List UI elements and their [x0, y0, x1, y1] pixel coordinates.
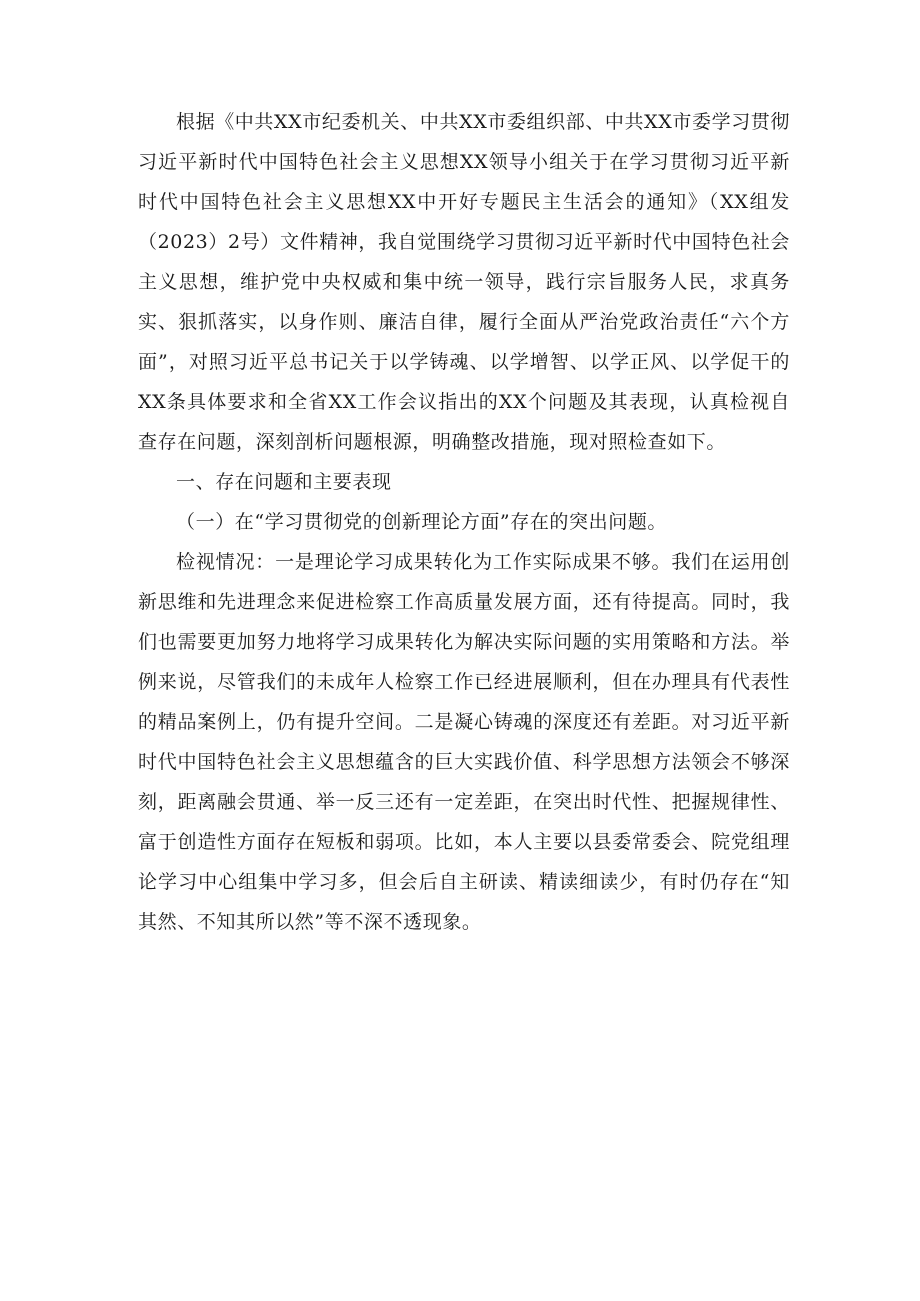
- document-body: [138, 102, 790, 942]
- intro-paragraph: 根据《中共XX市纪委机关、中共XX市委组织部、中共XX市委学习贯彻习近平新时代中国特色社会主义思想XX领导小组关于在学习贯彻习近平新时代中国特色社会主义思想XX中开好专题民主生活会的通知》（XX组发（2023）2号）文件精神，我自觉围绕学习贯彻习近平新时代中国特色社会主义思想，维护党中央权威和集中统一领导，践行宗旨服务人民，求真务实、狠抓落实，以身作则、廉洁自律，履行全面从严治党政治责任“六个方面”，对照习近平总书记关于以学铸魂、以学增智、以学正风、以学促干的XX条具体要求和全省XX工作会议指出的XX个问题及其表现，认真检视自查存在问题，深刻剖析问题根源，明确整改措施，现对照检查如下。: [138, 111, 790, 453]
- inspection-paragraph: 检视情况：一是理论学习成果转化为工作实际成果不够。我们在运用创新思维和先进理念来促进检察工作高质量发展方面，还有待提高。同时，我们也需要更加努力地将学习成果转化为解决实际问题的实用策略和方法。举例来说，尽管我们的未成年人检察工作已经进展顺利，但在办理具有代表性的精品案例上，仍有提升空间。二是凝心铸魂的深度还有差距。对习近平新时代中国特色社会主义思想蕴含的巨大实践价值、科学思想方法领会不够深刻，距离融会贯通、举一反三还有一定差距，在突出时代性、把握规律性、富于创造性方面存在短板和弱项。比如，本人主要以县委常委会、院党组理论学习中心组集中学习多，但会后自主研读、精读细读少，有时仍存在“知其然、不知其所以然”等不深不透现象。: [138, 551, 790, 933]
- section-heading: 一、存在问题和主要表现: [176, 471, 392, 493]
- subsection-heading: （一）在“学习贯彻党的创新理论方面”存在的突出问题。: [176, 511, 668, 533]
